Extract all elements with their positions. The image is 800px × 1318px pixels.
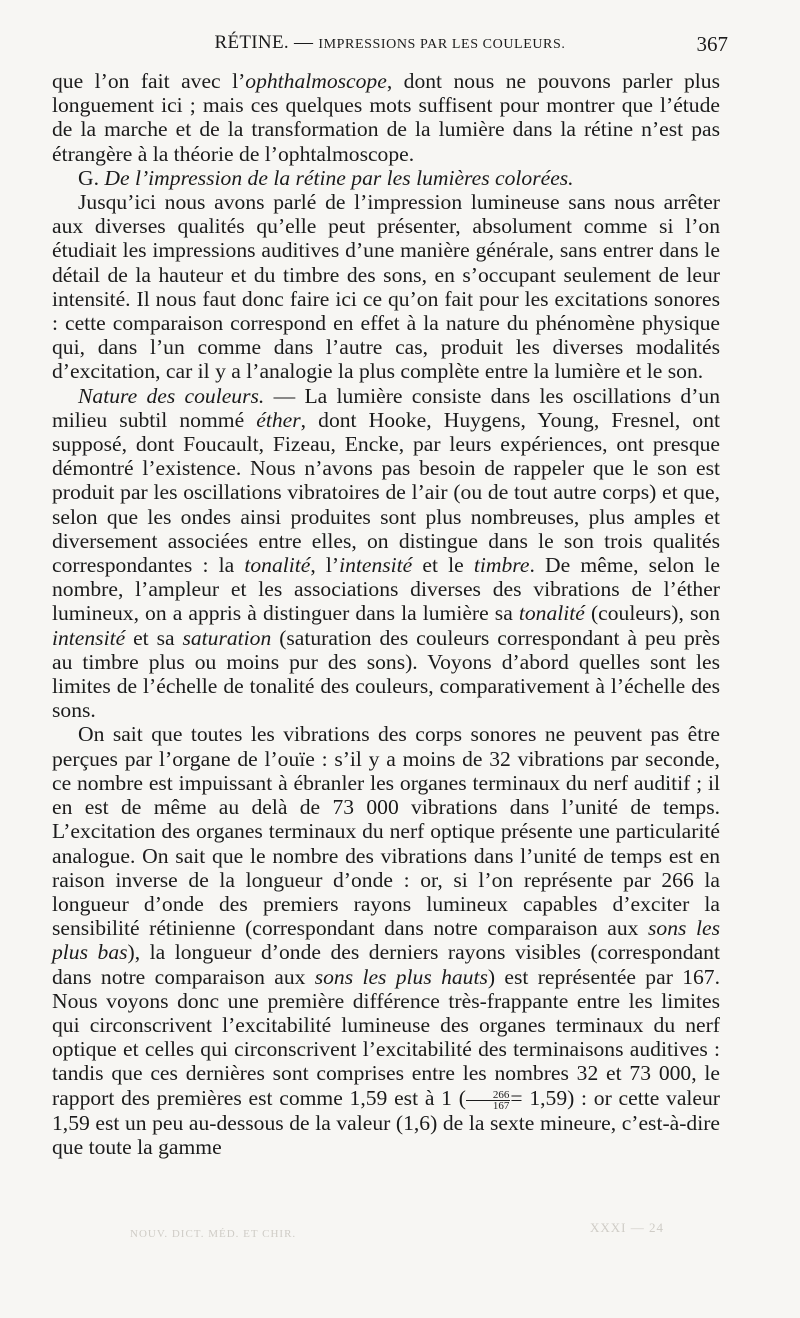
body-text — [52, 69, 720, 1159]
italic-run: sons les plus hauts — [314, 964, 488, 989]
header-title — [52, 32, 728, 54]
italic-run: timbre — [473, 553, 530, 578]
fraction-denominator: 167 — [492, 1099, 510, 1112]
bleed-through-signature: XXXI — 24 — [590, 1220, 664, 1235]
section-letter: G. — [78, 165, 105, 190]
paragraph-4 — [52, 384, 720, 723]
italic-run: saturation — [182, 625, 272, 650]
text-run: Jusqu’ici nous avons parlé de l’impression lumineuse sans nous arrêter aux diverses qualités qu’elle peut présenter, absolument comme si l’on étudiait les impressions auditives d’une manière générale, sans entrer dans le détail de la hauteur et du timbre des sons, en s’occupant seulement de leur intensité. Il nous faut donc faire ici ce qu’on fait pour les excitations sonores : cette comparaison correspond en effet à la nature du phénomène physique qui, dans l’un comme dans l’autre cas, produit les diverses modalités d’excitation, car il y a l’analogie la plus complète entre la lumière et le son. — [52, 190, 720, 384]
text-run: On sait que toutes les vibrations des corps sonores ne peuvent pas être perçues par l’organe de l’ouïe : s’il y a moins de 32 vibrations par seconde, ce nombre est impuissant à ébranler les organes terminaux du nerf auditif ; il en est de même au delà de 73 000 vibrations dans l’unité de temps. L’excitation des organes terminaux du nerf optique présente une particularité analogue. On sait que le nombre des vibrations dans l’unité de temps est en raison inverse de la longueur d’onde : or, si l’on représente par 266 la longueur d’onde des premiers rayons lumineux capables d’exciter la sensibilité rétinienne (correspondant dans notre comparaison aux — [52, 722, 720, 941]
paragraph-5 — [52, 722, 720, 1158]
text-run: — La lumière consiste dans les oscillations d’un milieu subtil nommé — [52, 383, 721, 432]
text-run: que l’on fait avec l’ — [52, 69, 246, 93]
section-heading — [52, 166, 720, 190]
italic-run: ophthalmoscope — [245, 69, 387, 93]
text-run: ) est représentée par 167. Nous voyons donc une première différence très-frappante entre les limites qui circonscrivent l’excitabilité lumineuse des organes terminaux du nerf optique et celles qui circonscrivent l’excitabilité des terminaisons auditives : tandis que ces dernières sont comprises entre les nombres 32 et 73 000, le rapport des premières est comme 1,59 est à 1 ( — [52, 964, 720, 1110]
text-run: = 1,59) : or cette valeur 1,59 est un peu au-dessous de la valeur (1,6) de la sexte mineure, c’est-à-dire que toute la gamme — [52, 1085, 720, 1159]
header-title-subtitle: IMPRESSIONS PAR LES COULEURS. — [318, 37, 566, 52]
italic-run: Nature des couleurs. — [78, 383, 265, 408]
text-run: . De même, selon le nombre, l’ampleur et les associations diverses des vibrations de l’éther lumineux, on a appris à distinguer dans la lumière sa — [52, 553, 720, 626]
text-run: (saturation des couleurs correspondant à peu près au timbre plus ou moins pur des sons). Voyons d’abord quelles sont les limites de l’échelle de tonalité des couleurs, comparativement à l’échelle des sons. — [52, 625, 720, 723]
header-title-main: RÉTINE. — — [214, 32, 319, 53]
text-run: , dont nous ne pouvons parler plus longuement ici ; mais ces quelques mots suffisent pour montrer que l’étude de la marche et de la transformation de la lumière dans la rétine n’est pas étrangère à la théorie de l’ophtalmoscope. — [52, 69, 720, 166]
italic-run: intensité — [339, 553, 413, 578]
bleed-through-footer: NOUV. DICT. MÉD. ET CHIR. — [130, 1228, 297, 1240]
italic-run: tonalité — [244, 553, 311, 578]
section-title: De l’impression de la rétine par les lumières colorées. — [104, 165, 574, 190]
fraction — [466, 1090, 511, 1111]
text-run: ), la longueur d’onde des derniers rayons visibles (correspondant dans notre comparaison aux — [52, 940, 720, 989]
text-run: et le — [412, 553, 474, 578]
italic-run: sons les plus bas — [52, 916, 720, 965]
italic-run: tonalité — [518, 601, 585, 626]
text-run: , l’ — [310, 553, 340, 578]
running-header — [52, 32, 728, 60]
fraction-numerator: 266 — [466, 1090, 511, 1101]
text-run: (couleurs), son — [584, 601, 720, 626]
text-run: , dont Hooke, Huygens, Young, Fresnel, ont supposé, dont Foucault, Fizeau, Encke, par leurs expériences, ont presque démontré l’existence. Nous n’avons pas besoin de rappeler que le son est produit par les oscillations vibratoires de l’air (ou de tout autre corps) et que, selon que les ondes ainsi produites sont plus nombreuses, plus amples et diversement associées entre elles, on distingue dans le son trois qualités correspondantes : la — [52, 407, 721, 578]
italic-run: intensité — [52, 625, 126, 650]
italic-run: éther — [256, 407, 301, 432]
text-run: et sa — [125, 625, 183, 650]
paragraph-1 — [52, 69, 720, 166]
paragraph-3 — [52, 190, 720, 384]
page-number: 367 — [696, 32, 728, 56]
